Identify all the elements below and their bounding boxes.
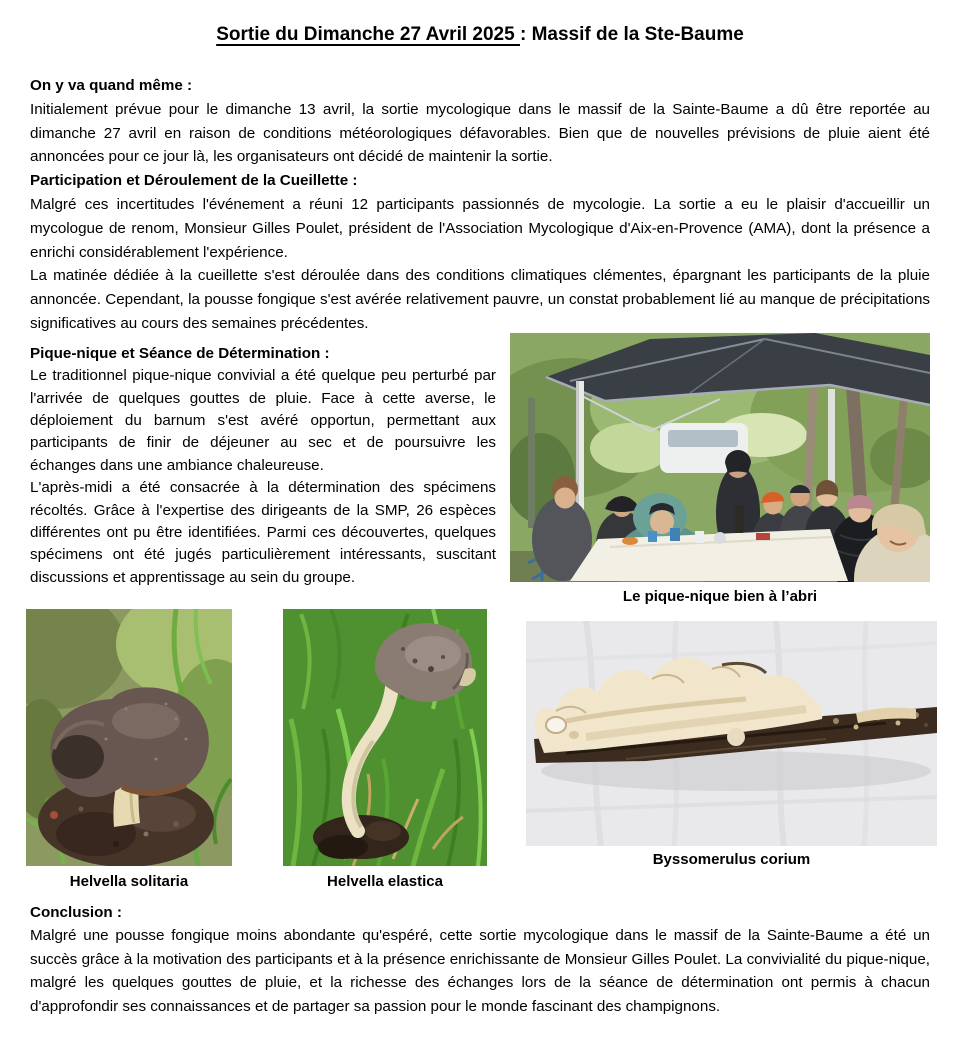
paragraph-on-y-va: Initialement prévue pour le dimanche 13 avril, la sortie mycologique dans le massif de la Sainte-Baume a dû être reportée au dimanche 27 avril en raison de conditions météorologiques défavorables. Bien que de nouvelles prévisions de pluie aient été annoncées pour ce jour là, les organisateurs ont décidé de maintenir la sortie. <box>30 100 930 166</box>
byssomerulus-photo <box>526 621 937 846</box>
heading-pique-nique: Pique-nique et Séance de Détermination : <box>30 344 330 362</box>
helvella-solitaria-figure <box>26 609 232 892</box>
mushroom-photo-row <box>30 607 930 889</box>
page-title <box>30 24 930 46</box>
heading-conclusion: Conclusion : <box>30 903 122 921</box>
byssomerulus-caption: Byssomerulus corium <box>652 850 811 868</box>
section-pique-nique <box>30 343 930 607</box>
picnic-photo <box>510 333 930 582</box>
heading-participation: Participation et Déroulement de la Cueillette : <box>30 172 358 190</box>
paragraph-conclusion: Malgré une pousse fongique moins abondante qu'espéré, cette sortie mycologique dans le massif de la Sainte-Baume a été un succès grâce à la motivation des participants et à la présence enrichissante de Monsieur Gilles Poulet. La convivialité du pique-nique, malgré les quelques gouttes de pluie, et la richesse des échanges lors de la séance de détermination ont permis à chacun d'approfondir ses connaissances et de partager sa passion pour le monde fascinant des champignons. <box>30 927 930 1015</box>
helvella-elastica-caption: Helvella elastica <box>327 872 443 890</box>
title-rest: : Massif de la Ste-Baume <box>519 24 744 45</box>
helvella-elastica-photo <box>283 609 487 866</box>
helvella-elastica-figure <box>283 609 487 892</box>
paragraph-pique-nique-1: Le traditionnel pique-nique convivial a été quelque peu perturbé par l'arrivée de quelques gouttes de pluie. Face à cette averse, le déploiement du barnum s'est avéré opportun, permettant aux participants de finir de déjeuner au sec et de poursuivre les échanges dans une ambiance chaleureuse. <box>30 367 496 474</box>
paragraph-pique-nique-2: L'après-midi a été consacrée à la détermination des spécimens récoltés. Grâce à l'expertise des dirigeants de la SMP, 26 espèces différentes ont pu être identifiées. Parmi ces découvertes, quelques spécimens ont été jugés particulièrement intéressants, suscitant discussions et apprentissage au sein du groupe. <box>30 479 496 586</box>
paragraph-participation-2: La matinée dédiée à la cueillette s'est déroulée dans des conditions climatiques clémentes, épargnant les participants de la pluie annoncée. Cependant, la pousse fongique s'est avérée relativement pauvre, un constat probablement lié au manque de précipitations significatives au cours des semaines précédentes. <box>30 267 930 332</box>
helvella-solitaria-photo <box>26 609 232 866</box>
paragraph-participation-1: Malgré ces incertitudes l'événement a réuni 12 participants passionnés de mycologie. La sortie a eu le plaisir d'accueillir un mycologue de renom, Monsieur Gilles Poulet, président de l'Association Mycologique d'Aix-en-Provence (AMA), dont la présence a enrichi considérablement l'expérience. <box>30 195 930 261</box>
heading-on-y-va: On y va quand même : <box>30 77 193 94</box>
helvella-solitaria-caption: Helvella solitaria <box>69 872 189 890</box>
section-conclusion <box>30 901 930 1019</box>
title-underlined: Sortie du Dimanche 27 Avril 2025 <box>216 24 520 45</box>
picnic-caption: Le pique-nique bien à l’abri <box>622 587 818 605</box>
section-on-y-va <box>30 74 930 336</box>
byssomerulus-figure <box>526 621 937 870</box>
picnic-figure <box>510 333 930 607</box>
